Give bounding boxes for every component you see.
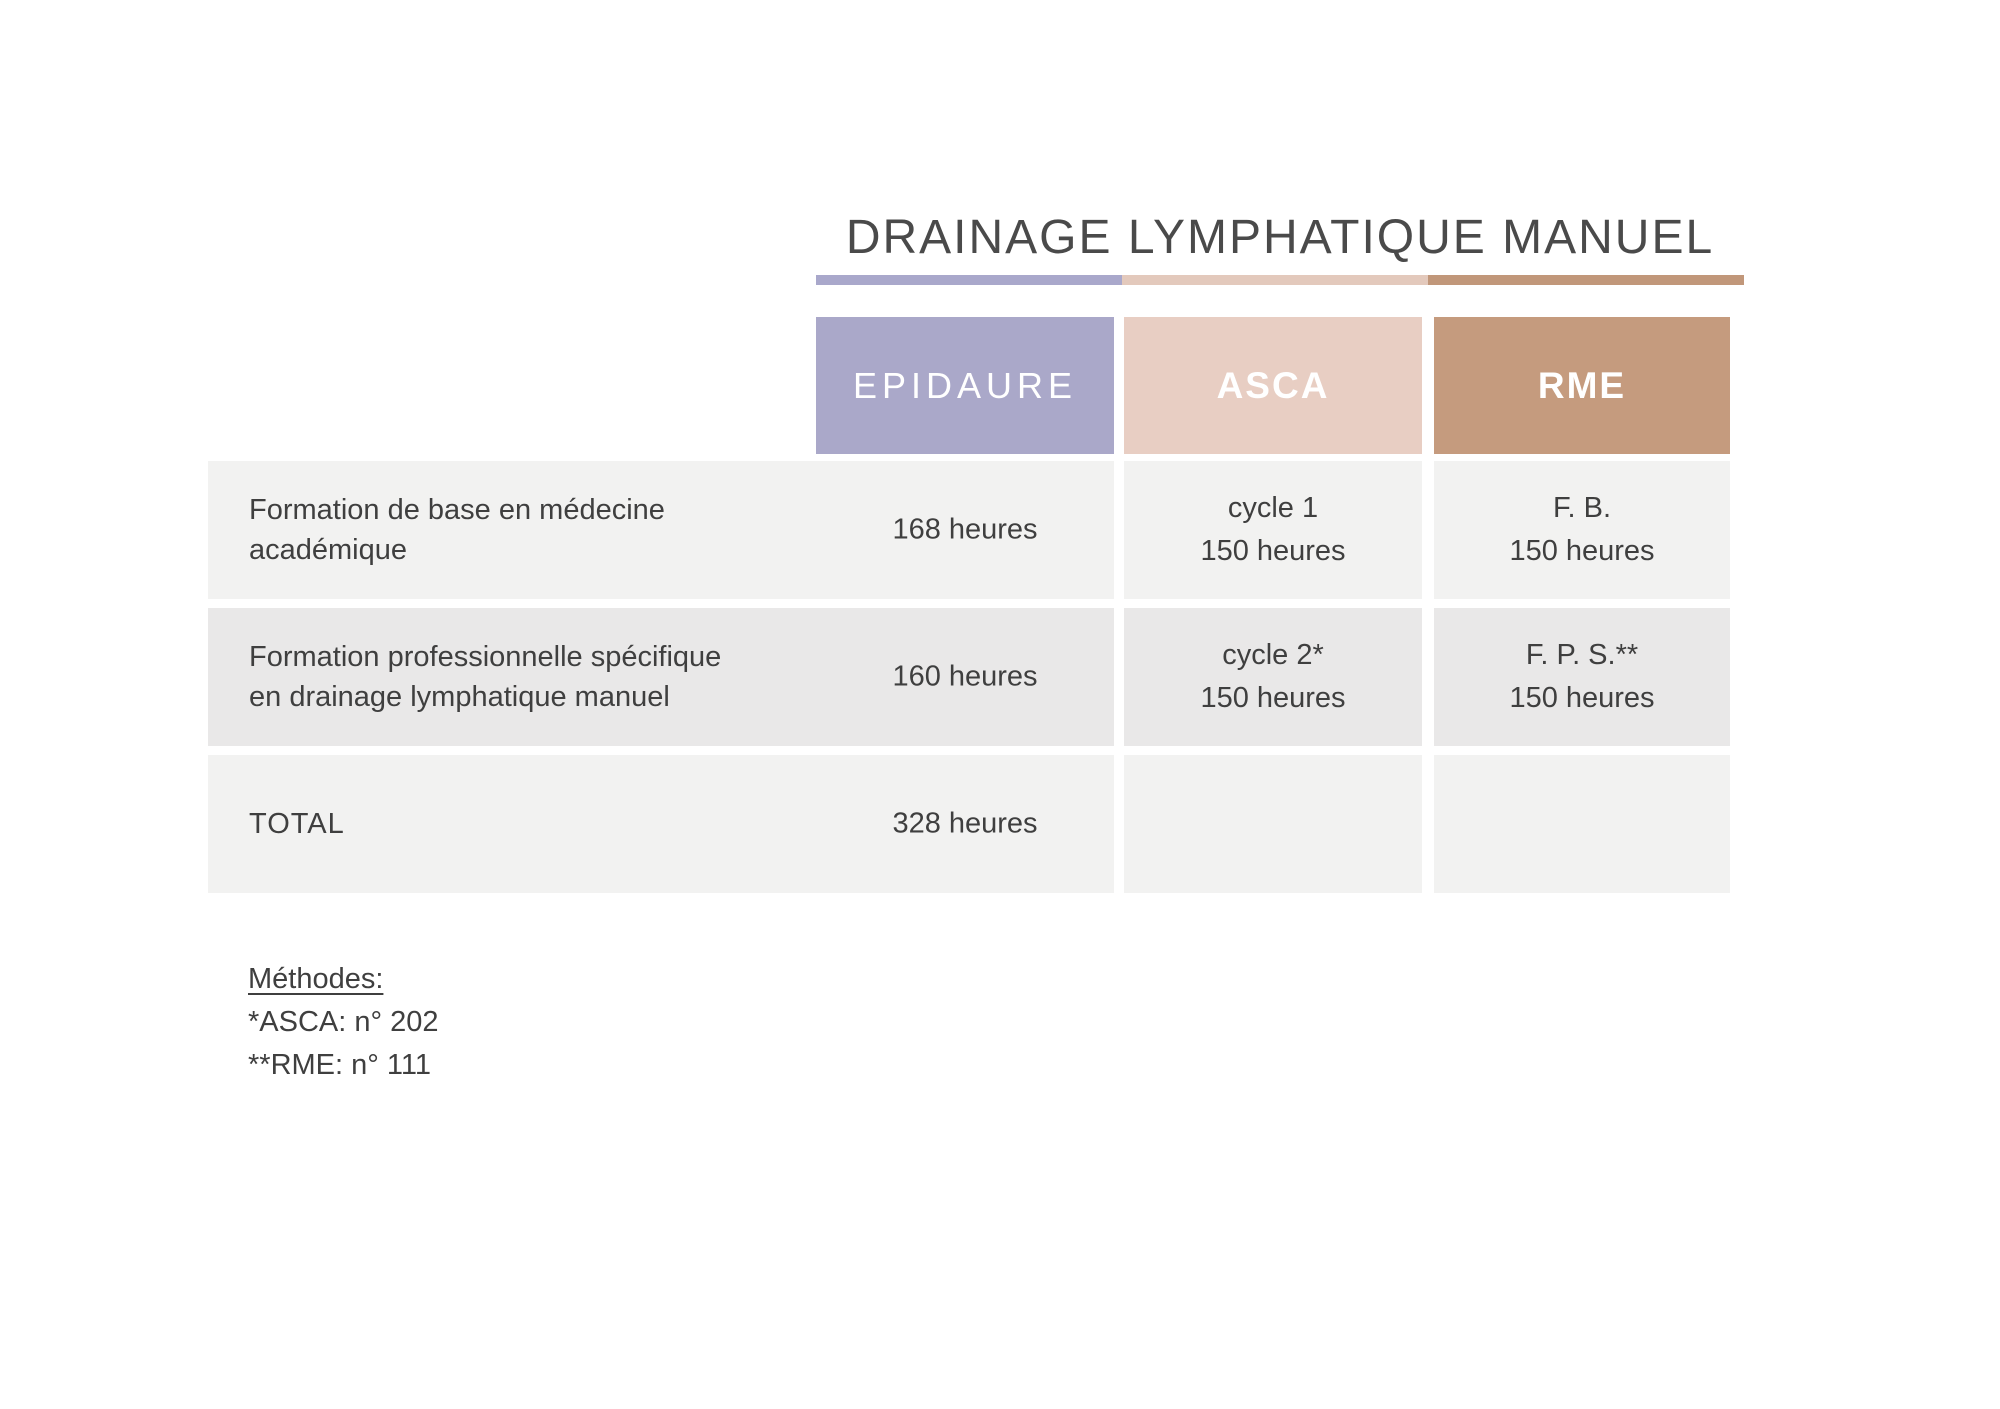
footnotes-heading: Méthodes: [248, 963, 384, 995]
table-row-1-asca-cell [1124, 461, 1422, 599]
total-row-label: TOTAL [249, 808, 345, 840]
row-1-asca-line-2: 150 heures [1200, 535, 1346, 567]
row-2-asca-line-1: cycle 2* [1222, 639, 1324, 671]
table-total-row-left-cell [208, 755, 1114, 893]
table-row-1-rme-cell [1434, 461, 1730, 599]
row-1-epidaure-hours: 168 heures [892, 513, 1038, 546]
page-title: DRAINAGE LYMPHATIQUE MANUEL [845, 211, 1715, 264]
table-row-2-rme-cell [1434, 608, 1730, 746]
row-2-label-line-2: en drainage lymphatique manuel [249, 681, 670, 713]
column-header-epidaure: EPIDAURE [816, 317, 1114, 454]
row-1-label [249, 490, 665, 570]
row-2-label [249, 637, 721, 717]
column-header-rme: RME [1434, 317, 1730, 454]
row-2-rme-line-1: F. P. S.** [1525, 639, 1639, 671]
row-2-epidaure-hours: 160 heures [892, 660, 1038, 693]
footnote-rme: **RME: n° 111 [248, 1049, 431, 1081]
row-1-rme-line-2: 150 heures [1509, 535, 1655, 567]
table-total-row-asca-cell [1124, 755, 1422, 893]
accent-bar [816, 275, 1744, 285]
accent-bar-segment-rme [1428, 275, 1744, 285]
row-2-asca-line-2: 150 heures [1200, 682, 1346, 714]
footnotes [248, 958, 439, 1087]
table-row-1-left-cell [208, 461, 1114, 599]
row-1-label-line-2: académique [249, 534, 407, 566]
row-1-label-line-1: Formation de base en médecine [249, 494, 665, 526]
row-1-rme-line-1: F. B. [1552, 492, 1611, 524]
total-row-epidaure-hours: 328 heures [892, 807, 1038, 840]
table-row-2-asca-cell [1124, 608, 1422, 746]
accent-bar-segment-asca [1122, 275, 1428, 285]
accent-bar-segment-epidaure [816, 275, 1122, 285]
row-2-label-line-1: Formation professionnelle spécifique [249, 641, 722, 673]
table-row-2-left-cell [208, 608, 1114, 746]
row-2-rme-line-2: 150 heures [1509, 682, 1655, 714]
row-1-asca-line-1: cycle 1 [1227, 492, 1319, 524]
column-header-asca: ASCA [1124, 317, 1422, 454]
table-total-row-rme-cell [1434, 755, 1730, 893]
footnote-asca: *ASCA: n° 202 [248, 1006, 439, 1038]
